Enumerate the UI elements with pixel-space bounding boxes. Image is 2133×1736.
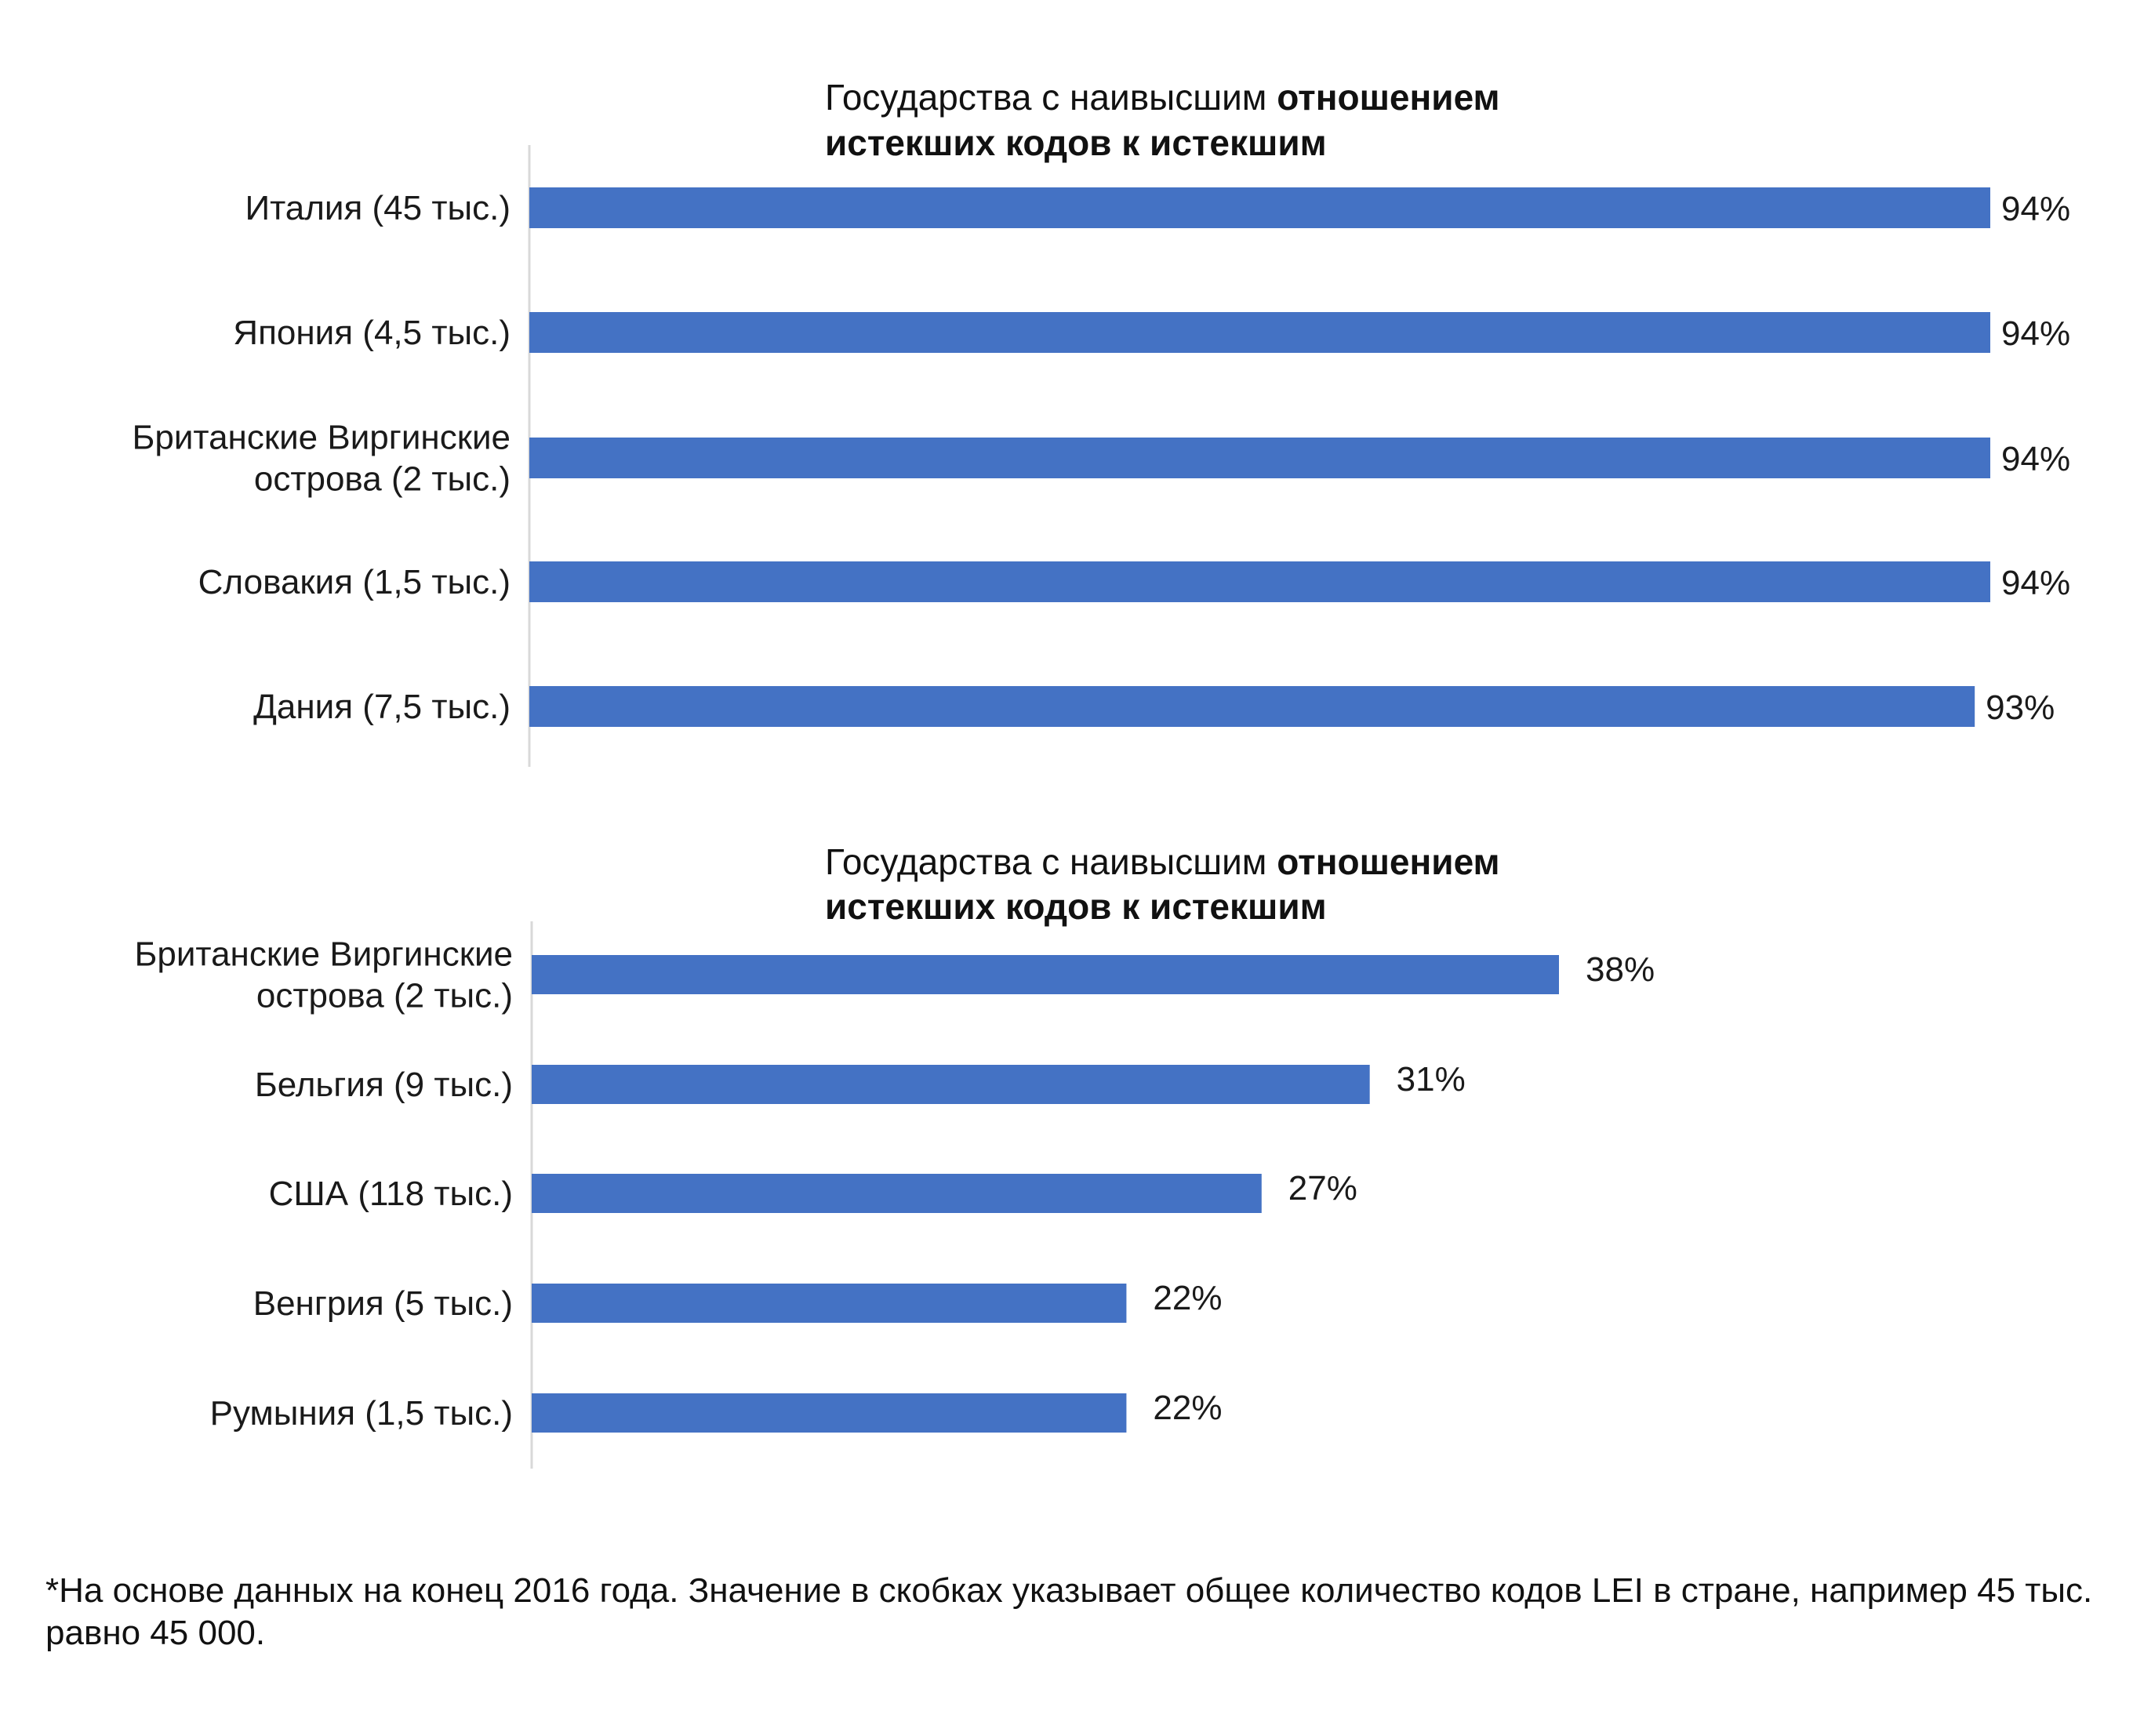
category-label: острова (2 тыс.) xyxy=(253,459,511,499)
data-label: 31% xyxy=(1396,1060,1466,1099)
bar xyxy=(529,187,1990,228)
bar xyxy=(532,1174,1262,1213)
data-label: 22% xyxy=(1153,1279,1223,1317)
chart-title-regular: Государства с наивысшим xyxy=(825,841,1277,882)
category-label: Британские Виргинские xyxy=(132,418,511,457)
category-label: Венгрия (5 тыс.) xyxy=(253,1284,513,1323)
category-label: Бельгия (9 тыс.) xyxy=(254,1066,513,1104)
category-label: Япония (4,5 тыс.) xyxy=(233,314,511,352)
category-label: Италия (45 тыс.) xyxy=(245,189,511,227)
data-label: 93% xyxy=(1986,688,2055,727)
chart-2 xyxy=(135,841,1655,1469)
chart-1 xyxy=(133,77,2071,767)
chart-title-bold: отношением xyxy=(1277,77,1500,118)
bar xyxy=(532,1284,1126,1323)
chart-title-line-1 xyxy=(825,841,1500,882)
chart-title-line-2: истекших кодов к истекшим xyxy=(825,122,1327,163)
data-label: 94% xyxy=(2001,440,2071,478)
bar xyxy=(532,955,1559,994)
category-label: острова (2 тыс.) xyxy=(256,976,513,1015)
data-label: 22% xyxy=(1153,1389,1223,1427)
category-label: Британские Виргинские xyxy=(134,935,513,974)
footnote: *На основе данных на конец 2016 года. Значение в скобках указывает общее количество кодов LEI в стране, например 45 тыс. равно 45 000. xyxy=(45,1571,2093,1652)
bar xyxy=(529,312,1990,353)
bar xyxy=(529,686,1975,727)
data-label: 94% xyxy=(2001,564,2071,602)
chart-title-line-1 xyxy=(825,77,1500,118)
data-label: 27% xyxy=(1288,1169,1357,1208)
category-label: Румыния (1,5 тыс.) xyxy=(209,1394,513,1433)
bar xyxy=(532,1393,1126,1433)
category-label: Словакия (1,5 тыс.) xyxy=(198,563,511,601)
chart-title-line-2: истекших кодов к истекшим xyxy=(825,886,1327,927)
category-label: США (118 тыс.) xyxy=(268,1175,513,1213)
chart-title-regular: Государства с наивысшим xyxy=(825,77,1277,118)
category-label: Дания (7,5 тыс.) xyxy=(253,688,511,726)
bar xyxy=(529,438,1990,478)
data-label: 94% xyxy=(2001,314,2071,353)
data-label: 94% xyxy=(2001,190,2071,228)
chart-title-bold: отношением xyxy=(1277,841,1500,882)
bar xyxy=(532,1065,1370,1104)
data-label: 38% xyxy=(1586,950,1655,989)
bar xyxy=(529,561,1990,602)
